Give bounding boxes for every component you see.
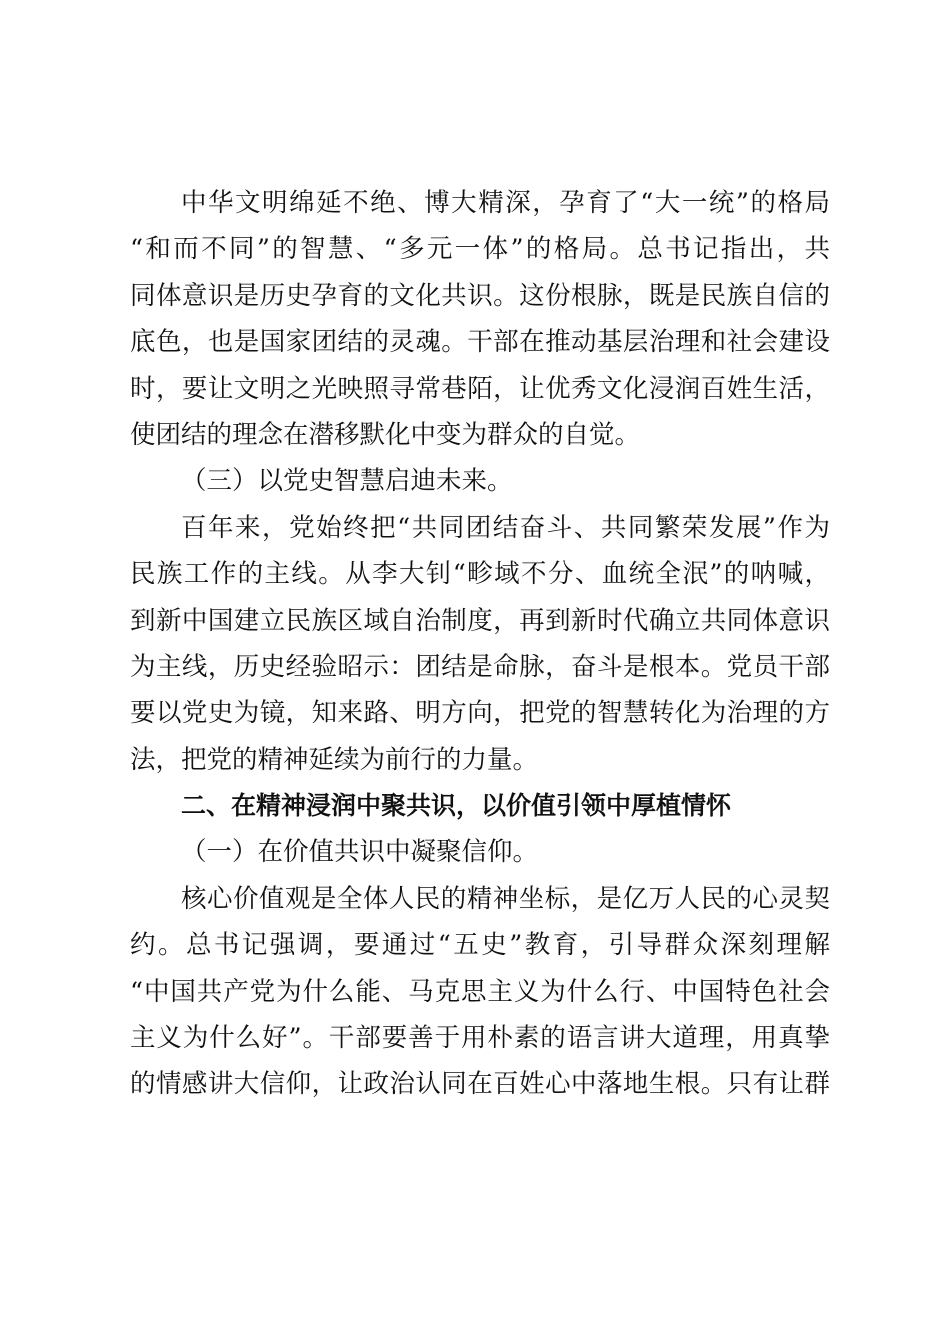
text-line: 到新中国建立民族区域自治制度，再到新时代确立共同体意识 <box>130 605 830 636</box>
text-line: 约。总书记强调，要通过“五史”教育，引导群众深刻理解 <box>130 930 830 961</box>
text-line: 底色，也是国家团结的灵魂。干部在推动基层治理和社会建设 <box>130 327 830 358</box>
text-line: 时，要让文明之光映照寻常巷陌，让优秀文化浸润百姓生活， <box>130 373 830 404</box>
text-line: “和而不同”的智慧、“多元一体”的格局。总书记指出，共 <box>130 234 830 265</box>
text-line: 要以党史为镜，知来路、明方向，把党的智慧转化为治理的方 <box>130 698 830 729</box>
paragraph-core-values <box>130 876 830 1108</box>
paragraph-party-history <box>130 505 830 783</box>
text-line: 法，把党的精神延续为前行的力量。 <box>130 744 539 775</box>
text-line: 民族工作的主线。从李大钊“畛域不分、血统全泯”的呐喊， <box>130 559 830 590</box>
section-heading: 二、在精神浸润中聚共识，以价值引领中厚植情怀 <box>181 791 732 821</box>
text-line: 为主线，历史经验昭示：团结是命脉，奋斗是根本。党员干部 <box>130 651 830 682</box>
document-body <box>130 180 830 1108</box>
text-line: “中国共产党为什么能、马克思主义为什么行、中国特色社会 <box>130 976 830 1007</box>
paragraph-civilization <box>130 180 830 458</box>
subheading-values: （一）在价值共识中凝聚信仰。 <box>181 837 539 868</box>
text-line: 的情感讲大信仰，让政治认同在百姓心中落地生根。只有让群 <box>130 1069 830 1100</box>
text-line: 百年来，党始终把“共同团结奋斗、共同繁荣发展”作为 <box>181 512 830 543</box>
text-line: 使团结的理念在潜移默化中变为群众的自觉。 <box>130 419 641 450</box>
text-line: 核心价值观是全体人民的精神坐标，是亿万人民的心灵契 <box>181 883 830 914</box>
subheading-party-history: （三）以党史智慧启迪未来。 <box>181 466 513 497</box>
text-line: 中华文明绵延不绝、博大精深，孕育了“大一统”的格局 <box>181 188 830 218</box>
text-line: 同体意识是历史孕育的文化共识。这份根脉，既是民族自信的 <box>130 280 830 311</box>
text-line: 主义为什么好”。干部要善于用朴素的语言讲大道理，用真挚 <box>130 1023 830 1054</box>
